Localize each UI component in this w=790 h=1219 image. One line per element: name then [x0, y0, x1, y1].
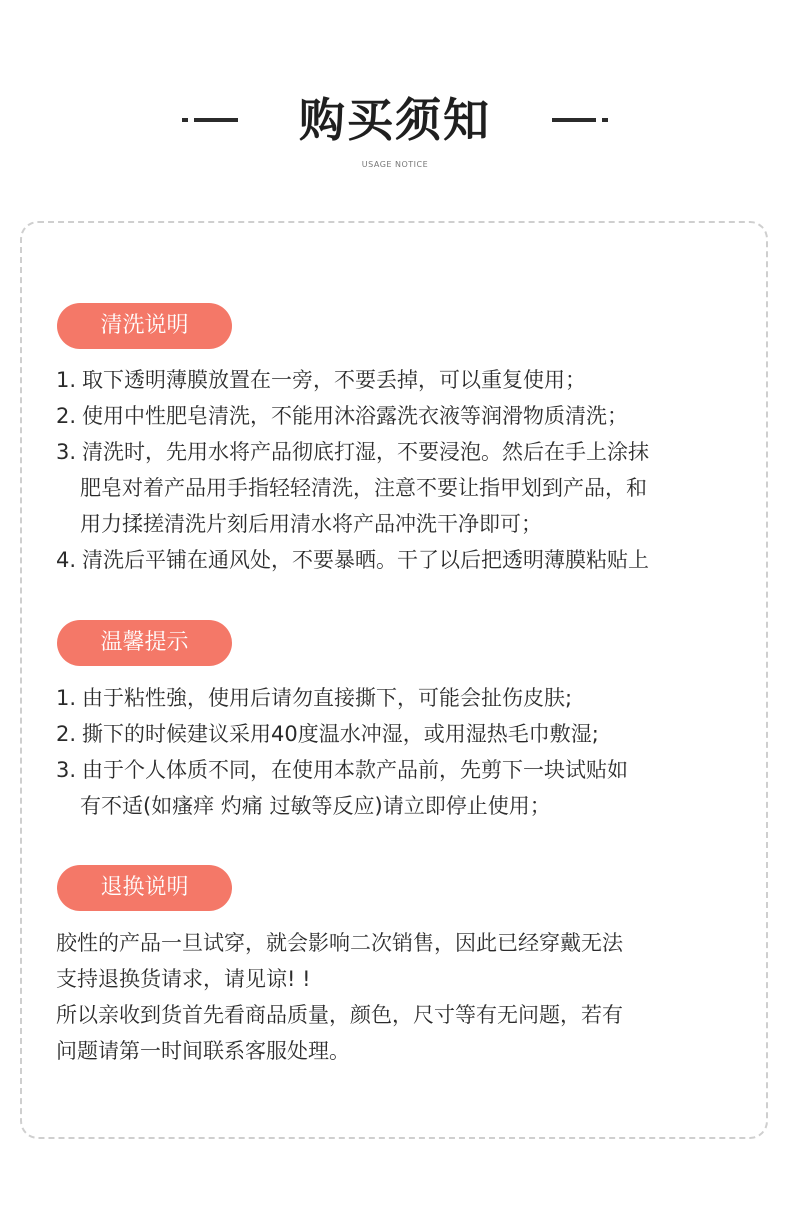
item-text: 由于粘性強，使用后请勿直接撕下，可能会扯伤皮肤; [82, 686, 573, 710]
list-item [56, 362, 649, 398]
paragraph-line: 胶性的产品一旦试穿，就会影响二次销售，因此已经穿戴无法 [56, 931, 623, 955]
list-item [56, 398, 649, 434]
section-label-cleaning: 清洗说明 [57, 303, 232, 349]
paragraph-line: 问题请第一时间联系客服处理。 [56, 1039, 350, 1063]
item-text-continued: 肥皂对着产品用手指轻轻清洗，注意不要让指甲划到产品，和 [80, 476, 647, 500]
paragraph-line: 支持退换货请求，请见谅! ! [56, 967, 311, 991]
item-text: 使用中性肥皂清洗，不能用沐浴露洗衣液等润滑物质清洗； [82, 404, 628, 428]
deco-bar [552, 118, 596, 122]
item-text-continued: 用力揉搓清洗片刻后用清水将产品冲洗干净即可； [80, 512, 542, 536]
list-item [56, 542, 649, 578]
header [0, 88, 790, 188]
list-item [56, 680, 628, 716]
tips-list [56, 680, 628, 824]
item-text-continued: 有不适(如瘙痒 灼痛 过敏等反应)请立即停止使用； [80, 794, 551, 818]
item-number: 2. [56, 404, 77, 428]
list-item [56, 752, 628, 824]
item-text: 由于个人体质不同，在使用本款产品前，先剪下一块试贴如 [82, 758, 628, 782]
item-number: 1. [56, 686, 77, 710]
list-item [56, 434, 649, 542]
section-label-returns: 退换说明 [57, 865, 232, 911]
title-decoration-right [552, 118, 608, 122]
cleaning-list [56, 362, 649, 578]
item-number: 4. [56, 548, 77, 572]
section-label-tips: 温馨提示 [57, 620, 232, 666]
item-number: 3. [56, 440, 77, 464]
deco-dot [602, 118, 608, 122]
item-number: 1. [56, 368, 77, 392]
item-text: 清洗后平铺在通风处，不要暴晒。干了以后把透明薄膜粘贴上 [82, 548, 649, 572]
item-number: 3. [56, 758, 77, 782]
item-text: 取下透明薄膜放置在一旁，不要丢掉，可以重复使用； [82, 368, 586, 392]
page-subtitle: USAGE NOTICE [361, 160, 429, 169]
item-text: 撕下的时候建议采用40度温水冲湿，或用湿热毛巾敷湿; [82, 722, 599, 746]
item-number: 2. [56, 722, 77, 746]
returns-text [56, 925, 623, 1069]
list-item [56, 716, 628, 752]
paragraph-line: 所以亲收到货首先看商品质量，颜色，尺寸等有无问题，若有 [56, 1003, 623, 1027]
page-title: 购买须知 [299, 93, 491, 147]
item-text: 清洗时，先用水将产品彻底打湿，不要浸泡。然后在手上涂抹 [82, 440, 649, 464]
